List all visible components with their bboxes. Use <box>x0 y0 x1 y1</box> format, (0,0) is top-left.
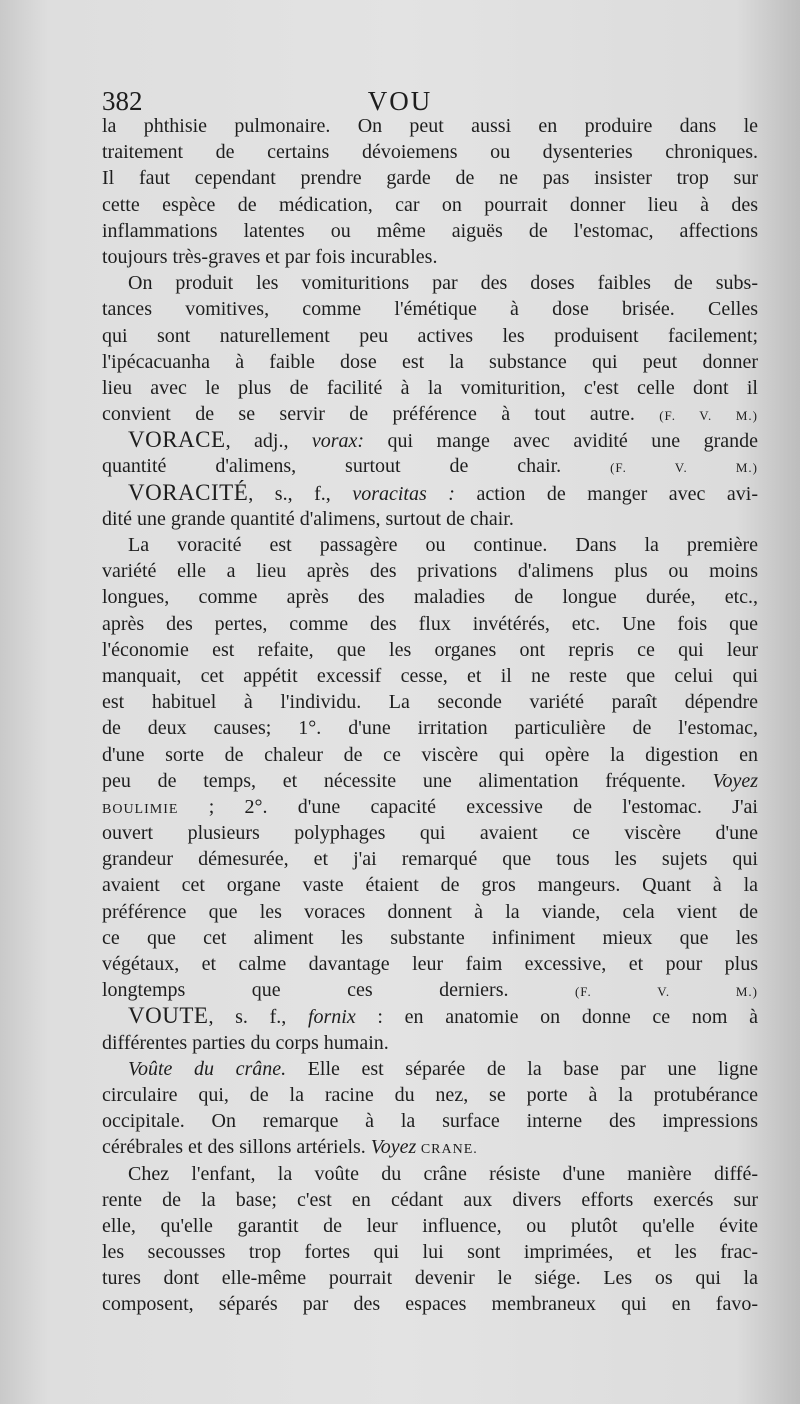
page-number: 382 <box>102 86 143 116</box>
text-line: Il faut cependant prendre garde de ne pas insister trop sur <box>102 167 758 190</box>
text-line: préférence que les voraces donnent à la viande, cela vient de <box>102 900 758 923</box>
text-line: longues, comme après des maladies de longue durée, etc., <box>102 586 758 609</box>
author-signature: (F. V. M.) <box>574 984 758 1000</box>
text-line: ce que cet aliment les substante infiniment mieux que les <box>102 926 758 949</box>
text-line: toujours très-graves et par fois incurables. <box>102 245 438 268</box>
text-line: l'économie est refaite, que les organes ont repris ce qui leur <box>102 638 758 661</box>
text-line: quantité d'alimens, surtout de chair. (F. V. M.) <box>102 455 758 478</box>
text-line: cette espèce de médication, car on pourrait donner lieu à des <box>102 193 758 216</box>
text-line: traitement de certains dévoiemens ou dysenteries chroniques. <box>102 141 758 164</box>
running-head: VOU <box>367 86 433 116</box>
text-line: La voracité est passagère ou continue. Dans la première <box>128 534 758 556</box>
text-line: les secousses trop fortes qui lui sont imprimées, et les frac- <box>102 1241 758 1264</box>
text-line: de deux causes; 1°. d'une irritation particulière de l'estomac, <box>102 717 758 740</box>
text-line: Chez l'enfant, la voûte du crâne résiste d'une manière diffé- <box>128 1162 758 1185</box>
text-line: longtemps que ces derniers. (F. V. M.) <box>102 979 758 1002</box>
text-line: composent, séparés par des espaces membraneux qui en favo- <box>102 1293 758 1316</box>
text-line: l'ipécacuanha à faible dose est la substance qui peut donner <box>102 350 758 373</box>
text-line: BOULIMIE ; 2°. d'une capacité excessive de l'estomac. J'ai <box>102 795 758 818</box>
text-line: VORACITÉ, s., f., voracitas : action de manger avec avi- <box>128 479 758 505</box>
text-line: VOUTE, s. f., fornix : en anatomie on donne ce nom à <box>128 1003 758 1029</box>
text-line: d'une sorte de chaleur de ce viscère qui opère la digestion en <box>102 743 758 766</box>
text-line: différentes parties du corps humain. <box>102 1031 389 1054</box>
text-line: la phthisie pulmonaire. On peut aussi en produire dans le <box>102 115 758 137</box>
text-line: est habituel à l'individu. La seconde variété paraît dépendre <box>102 691 758 714</box>
author-signature: (F. V. M.) <box>659 408 758 424</box>
text-line: manquait, cet appétit excessif cesse, et il ne reste que celui qui <box>102 664 758 687</box>
text-line: rente de la base; c'est en cédant aux divers efforts exercés sur <box>102 1188 758 1211</box>
text-line: dité une grande quantité d'alimens, surtout de chair. <box>102 507 514 530</box>
text-line: grandeur démesurée, et j'ai remarqué que tous les sujets qui <box>102 848 758 871</box>
text-line: VORACE, adj., vorax: qui mange avec avidité une grande <box>128 427 758 453</box>
text-line: elle, qu'elle garantit de leur influence, ou plutôt qu'elle évite <box>102 1214 758 1237</box>
text-line: tances vomitives, comme l'émétique à dose brisée. Celles <box>102 298 758 321</box>
text-line: végétaux, et calme davantage leur faim excessive, et pour plus <box>102 953 758 975</box>
text-line: convient de se servir de préférence à tout autre. (F. V. M.) <box>102 403 758 426</box>
author-signature: (F. V. M.) <box>610 460 758 476</box>
text-line: occipitale. On remarque à la surface interne des impressions <box>102 1110 758 1133</box>
text-line: variété elle a lieu après des privations d'alimens plus ou moins <box>102 560 758 583</box>
text-line: peu de temps, et nécessite une alimentation fréquente. Voyez <box>102 769 758 792</box>
text-line: cérébrales et des sillons artériels. Voyez CRANE. <box>102 1136 478 1159</box>
text-line: inflammations latentes ou même aiguës de l'estomac, affections <box>102 219 758 242</box>
text-line: tures dont elle-même pourrait devenir le siége. Les os qui la <box>102 1267 758 1290</box>
text-line: avaient cet organe vaste étaient de gros mangeurs. Quant à la <box>102 874 758 897</box>
body-text <box>102 113 758 1318</box>
text-line: lieu avec le plus de facilité à la vomiturition, c'est celle dont il <box>102 376 758 399</box>
text-line: ouvert plusieurs polyphages qui avaient ce viscère d'une <box>102 822 758 845</box>
text-line: circulaire qui, de la racine du nez, se porte à la protubérance <box>102 1083 758 1106</box>
text-line: On produit les vomituritions par des doses faibles de subs- <box>128 272 758 295</box>
text-line: après des pertes, comme des flux invétérés, etc. Une fois que <box>102 612 758 635</box>
text-line: Voûte du crâne. Elle est séparée de la base par une ligne <box>128 1057 758 1080</box>
text-line: qui sont naturellement peu actives les produisent facilement; <box>102 324 758 347</box>
